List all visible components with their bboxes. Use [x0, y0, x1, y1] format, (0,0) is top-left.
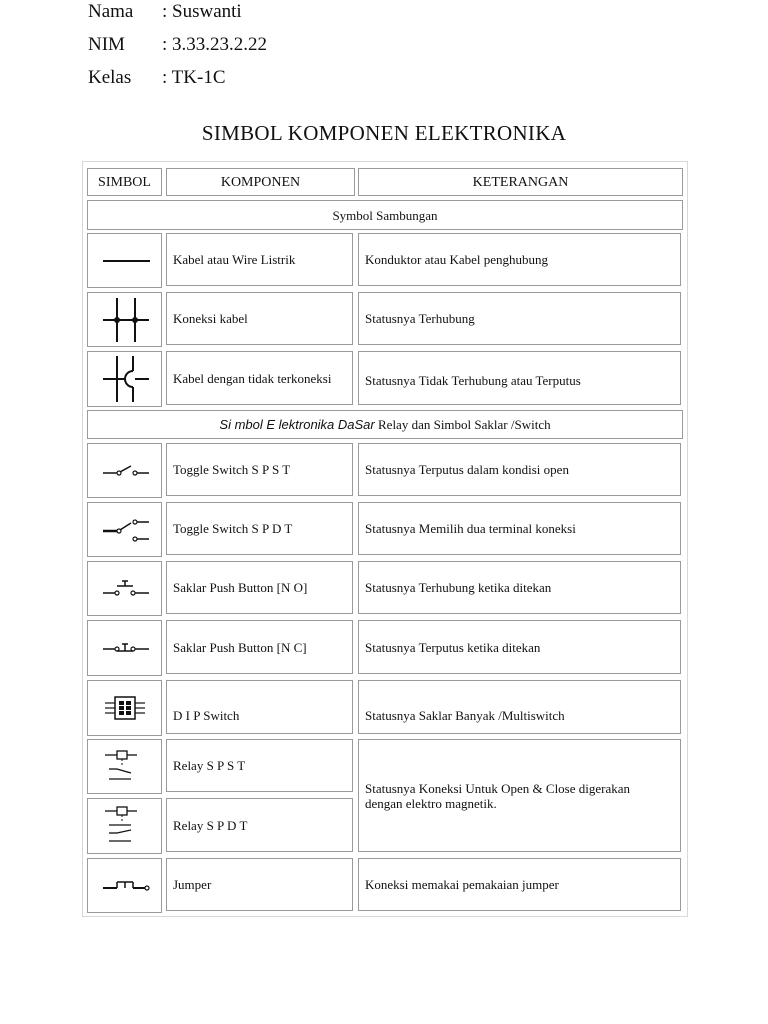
push-button-no-icon	[95, 577, 155, 601]
komponen-cell: Toggle Switch S P D T	[166, 502, 353, 555]
class-value: : TK-1C	[162, 67, 226, 88]
symbol-cell	[87, 739, 162, 794]
wire-symbol-icon	[95, 251, 155, 271]
class-label: Kelas	[88, 67, 132, 88]
komponen-cell: Kabel dengan tidak terkoneksi	[166, 351, 353, 405]
header-komponen: KOMPONEN	[166, 168, 355, 196]
symbol-cell	[87, 443, 162, 498]
keterangan-cell: Koneksi memakai pemakaian jumper	[358, 858, 681, 911]
name-label: Nama	[88, 1, 134, 22]
section-rest-text: Relay dan Simbol Saklar /Switch	[374, 417, 551, 432]
relay-spdt-icon	[95, 803, 155, 849]
symbol-cell	[87, 561, 162, 616]
komponen-cell: Saklar Push Button [N O]	[166, 561, 353, 614]
komponen-cell: D I P Switch	[166, 680, 353, 734]
symbol-cell	[87, 292, 162, 347]
keterangan-cell-merged: Statusnya Koneksi Untuk Open & Close digerakan dengan elektro magnetik.	[358, 739, 681, 852]
symbol-cell	[87, 620, 162, 676]
keterangan-cell: Statusnya Terhubung ketika ditekan	[358, 561, 681, 614]
symbol-cell	[87, 502, 162, 557]
dip-switch-icon	[95, 693, 155, 723]
push-button-nc-icon	[95, 636, 155, 660]
symbol-cell	[87, 858, 162, 913]
keterangan-cell: Statusnya Terputus dalam kondisi open	[358, 443, 681, 496]
symbol-cell	[87, 351, 162, 407]
komponen-cell: Relay S P S T	[166, 739, 353, 792]
keterangan-cell: Statusnya Terhubung	[358, 292, 681, 345]
section-relay-switch	[87, 410, 683, 439]
wire-crossing-symbol-icon	[95, 353, 155, 405]
section-symbol-sambungan: Symbol Sambungan	[87, 200, 683, 230]
toggle-switch-spdt-icon	[95, 515, 155, 545]
relay-spst-icon	[95, 745, 155, 789]
komponen-cell: Koneksi kabel	[166, 292, 353, 345]
nim-value: : 3.33.23.2.22	[162, 34, 268, 55]
page-title: SIMBOL KOMPONEN ELEKTRONIKA	[201, 121, 567, 145]
symbol-cell	[87, 798, 162, 854]
keterangan-cell: Statusnya Memilih dua terminal koneksi	[358, 502, 681, 555]
komponen-cell: Jumper	[166, 858, 353, 911]
symbol-cell	[87, 680, 162, 736]
jumper-icon	[95, 874, 155, 898]
wire-connection-symbol-icon	[95, 295, 155, 345]
header-keterangan: KETERANGAN	[358, 168, 683, 196]
keterangan-cell: Statusnya Tidak Terhubung atau Terputus	[358, 351, 681, 405]
toggle-switch-spst-icon	[95, 461, 155, 481]
keterangan-cell: Konduktor atau Kabel penghubung	[358, 233, 681, 286]
symbol-cell	[87, 233, 162, 288]
komponen-cell: Toggle Switch S P S T	[166, 443, 353, 496]
komponen-cell: Kabel atau Wire Listrik	[166, 233, 353, 286]
section-italic-text: Si mbol E lektronika DaSar	[219, 417, 375, 432]
keterangan-cell: Statusnya Saklar Banyak /Multiswitch	[358, 680, 681, 734]
header-simbol: SIMBOL	[87, 168, 162, 196]
keterangan-cell: Statusnya Terputus ketika ditekan	[358, 620, 681, 674]
komponen-cell: Relay S P D T	[166, 798, 353, 852]
komponen-cell: Saklar Push Button [N C]	[166, 620, 353, 674]
nim-label: NIM	[88, 34, 125, 55]
name-value: : Suswanti	[162, 1, 242, 22]
